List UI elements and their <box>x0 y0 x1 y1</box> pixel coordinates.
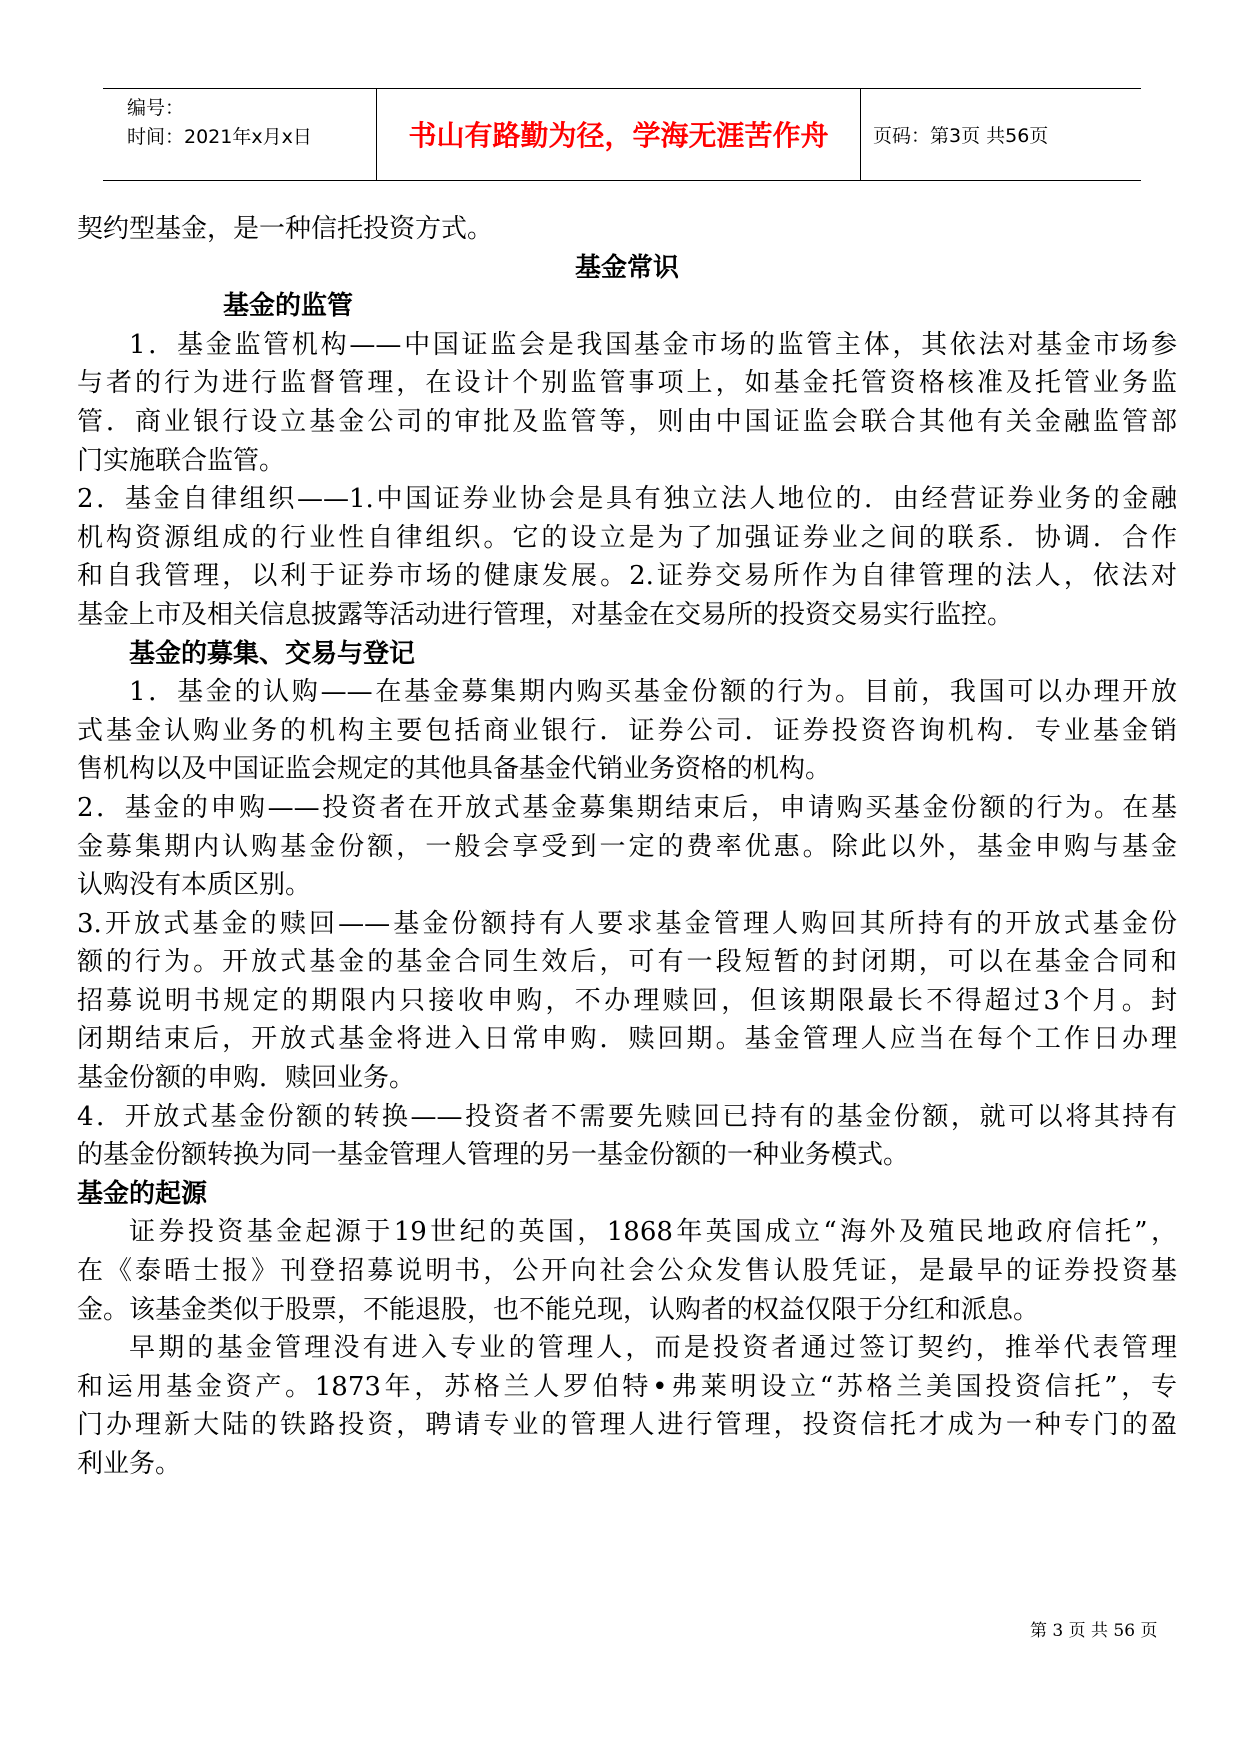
paragraph-line: 与者的行为进行监督管理，在设计个别监管事项上，如基金托管资格核准及托管业务监 <box>77 368 1177 399</box>
paragraph-line: 证券投资基金起源于19世纪的英国，1868年英国成立“海外及殖民地政府信托”， <box>129 1217 1177 1248</box>
header-time-label: 时间：2021年x月x日 <box>127 126 312 148</box>
paragraph-line: 1．基金的认购——在基金募集期内购买基金份额的行为。目前，我国可以办理开放 <box>129 677 1177 708</box>
paragraph-line: 1．基金监管机构——中国证监会是我国基金市场的监管主体，其依法对基金市场参 <box>129 329 1177 360</box>
paragraph-line: 门实施联合监管。 <box>77 445 286 476</box>
paragraph-line: 管．商业银行设立基金公司的审批及监管等，则由中国证监会联合其他有关金融监管部 <box>77 406 1177 437</box>
paragraph-line: 和自我管理，以利于证券市场的健康发展。2.证券交易所作为自律管理的法人，依法对 <box>77 561 1177 592</box>
paragraph-line: 2．基金自律组织——1.中国证券业协会是具有独立法人地位的．由经营证券业务的金融 <box>77 484 1177 515</box>
paragraph-line: 机构资源组成的行业性自律组织。它的设立是为了加强证券业之间的联系．协调．合作 <box>77 522 1177 553</box>
header-divider <box>860 89 861 180</box>
document-body <box>77 210 1177 1484</box>
section-heading: 基金的募集、交易与登记 <box>129 638 416 669</box>
paragraph-line: 额的行为。开放式基金的基金合同生效后，可有一段短暂的封闭期，可以在基金合同和 <box>77 947 1177 978</box>
paragraph-line: 认购没有本质区别。 <box>77 870 312 901</box>
header-page-info: 页码：第3页 共56页 <box>873 125 1049 147</box>
paragraph-line: 2．基金的申购——投资者在开放式基金募集期结束后，申请购买基金份额的行为。在基 <box>77 792 1177 823</box>
paragraph-line: 和运用基金资产。1873年，苏格兰人罗伯特•弗莱明设立“苏格兰美国投资信托”，专 <box>77 1371 1177 1402</box>
header-motto: 书山有路勤为径，学海无涯苦作舟 <box>408 119 829 152</box>
paragraph-line: 门办理新大陆的铁路投资，聘请专业的管理人进行管理，投资信托才成为一种专门的盈 <box>77 1410 1177 1441</box>
paragraph-line: 招募说明书规定的期限内只接收申购，不办理赎回，但该期限最长不得超过3个月。封 <box>77 985 1177 1016</box>
paragraph-line: 在《泰晤士报》刊登招募说明书，公开向社会公众发售认股凭证，是最早的证券投资基 <box>77 1256 1177 1287</box>
paragraph-line: 闭期结束后，开放式基金将进入日常申购．赎回期。基金管理人应当在每个工作日办理 <box>77 1024 1177 1055</box>
paragraph-line: 利业务。 <box>77 1449 182 1479</box>
paragraph-line: 基金份额的申购．赎回业务。 <box>77 1063 416 1094</box>
header-meta <box>127 94 312 152</box>
paragraph-line: 金。该基金类似于股票，不能退股，也不能兑现，认购者的权益仅限于分红和派息。 <box>77 1294 1040 1325</box>
section-heading: 基金的监管 <box>223 291 354 322</box>
paragraph-line: 的基金份额转换为同一基金管理人管理的另一基金份额的一种业务模式。 <box>77 1140 910 1171</box>
paragraph-line: 金募集期内认购基金份额，一般会享受到一定的费率优惠。除此以外，基金申购与基金 <box>77 831 1177 862</box>
paragraph-line: 早期的基金管理没有进入专业的管理人，而是投资者通过签订契约，推举代表管理 <box>129 1333 1177 1364</box>
page-header <box>103 88 1141 181</box>
page-footer: 第 3 页 共 56 页 <box>1030 1621 1158 1641</box>
paragraph-line: 式基金认购业务的机构主要包括商业银行．证券公司．证券投资咨询机构．专业基金销 <box>77 715 1177 746</box>
paragraph-line: 契约型基金，是一种信托投资方式。 <box>77 214 494 244</box>
paragraph-line: 3.开放式基金的赎回——基金份额持有人要求基金管理人购回其所持有的开放式基金份 <box>77 908 1177 939</box>
header-number-label: 编号： <box>127 97 185 119</box>
section-title: 基金常识 <box>574 252 679 283</box>
section-heading: 基金的起源 <box>77 1178 208 1209</box>
paragraph-line: 基金上市及相关信息披露等活动进行管理，对基金在交易所的投资交易实行监控。 <box>77 599 1014 630</box>
paragraph-line: 售机构以及中国证监会规定的其他具备基金代销业务资格的机构。 <box>77 754 832 785</box>
paragraph-line: 4．开放式基金份额的转换——投资者不需要先赎回已持有的基金份额，就可以将其持有 <box>77 1101 1177 1132</box>
